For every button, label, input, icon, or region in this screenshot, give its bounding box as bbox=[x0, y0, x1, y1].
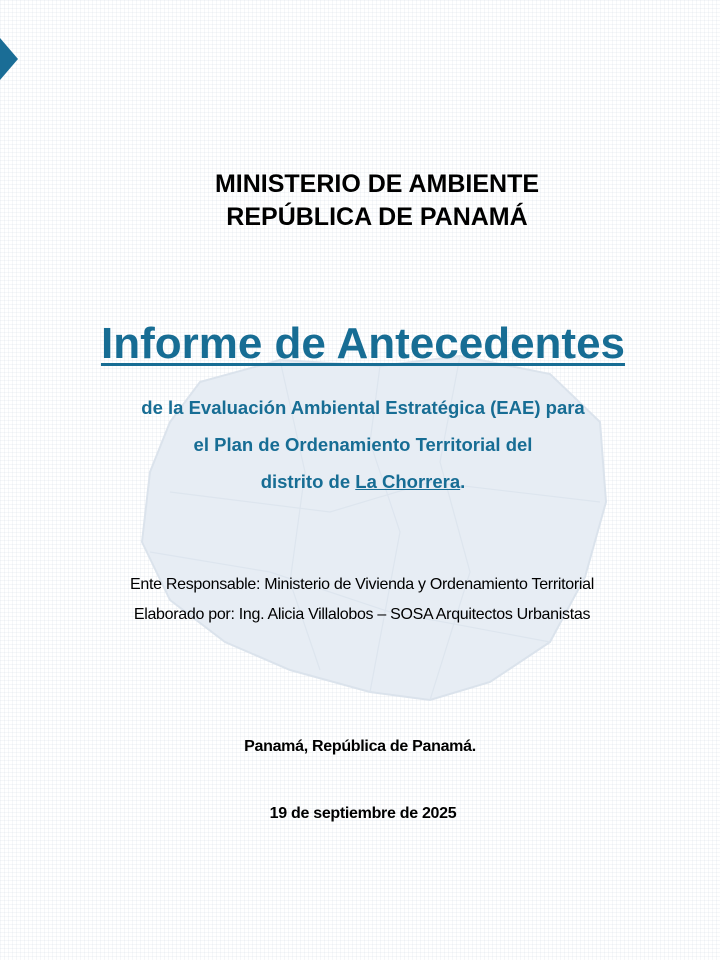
ministry-name: MINISTERIO DE AMBIENTE bbox=[214, 170, 540, 198]
subtitle-line-2: el Plan de Ordenamiento Territorial del bbox=[193, 434, 533, 455]
date-line: 19 de septiembre de 2025 bbox=[269, 805, 457, 822]
district-link[interactable]: La Chorrera bbox=[355, 471, 461, 492]
subtitle-line-3-suffix: . bbox=[460, 471, 466, 492]
report-subtitle bbox=[3, 389, 720, 500]
country-name: REPÚBLICA DE PANAMÁ bbox=[226, 203, 528, 231]
subtitle-line-1: de la Evaluación Ambiental Estratégica (EAE) para bbox=[141, 397, 585, 418]
subtitle-line-3-prefix: distrito de bbox=[260, 471, 356, 492]
prepared-by: Elaborado por: Ing. Alicia Villalobos – SOSA Arquitectos Urbanistas bbox=[133, 606, 591, 623]
report-title-text: Informe de Antecedentes bbox=[100, 319, 626, 368]
credits-block bbox=[2, 570, 720, 630]
report-title bbox=[3, 316, 720, 372]
place-line: Panamá, República de Panamá. bbox=[244, 738, 476, 755]
corner-arrow-icon bbox=[0, 38, 20, 80]
ministry-heading bbox=[17, 168, 720, 234]
subtitle-line-3 bbox=[3, 463, 720, 500]
responsible-entity: Ente Responsable: Ministerio de Vivienda y Ordenamiento Territorial bbox=[129, 576, 594, 593]
